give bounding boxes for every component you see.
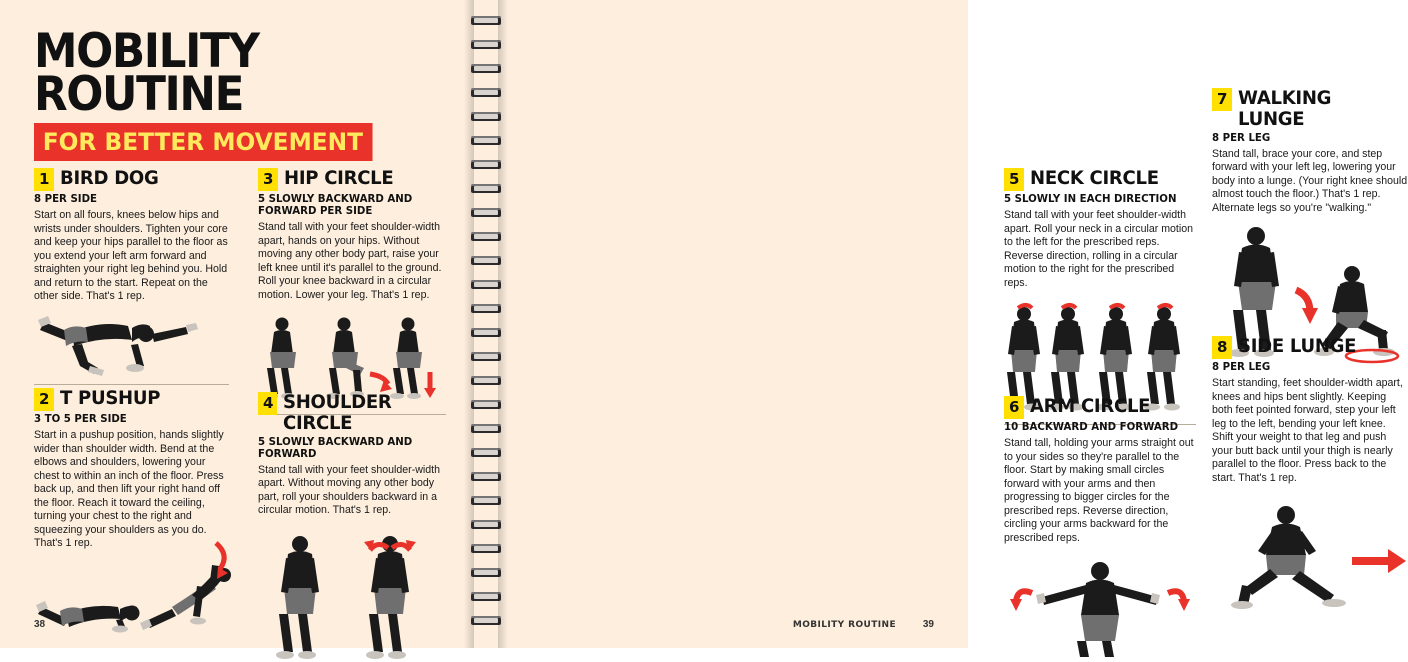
exercise-block-2 [34, 388, 229, 633]
exercise-name: NECK CIRCLE [1030, 167, 1160, 189]
page-title: MOBILITY ROUTINE FOR BETTER MOVEMENT [34, 30, 450, 161]
page-number-right: 39 [922, 619, 934, 630]
exercise-number: 7 [1212, 88, 1232, 111]
exercise-number: 6 [1004, 396, 1024, 419]
exercise-reps: 5 SLOWLY BACKWARD AND FORWARD PER SIDE [258, 193, 413, 217]
exercise-description: Stand tall with your feet shoulder-width apart. Without moving any other body part, roll your shoulders backward in a circular motion. That's 1 rep. [258, 463, 440, 517]
exercise-description: Stand tall with your feet shoulder-width apart, hands on your hips. Without moving any other body part, raise your left knee until it's parallel to the ground. Roll your knee backward in a circular motion. Lower your leg. That's 1 rep. [258, 221, 442, 301]
exercise-name: T PUSHUP [60, 387, 161, 409]
exercise-description: Stand tall, holding your arms straight out to your sides so they're parallel to the floor. Start by making small circles forward with your arms and then progressing to bigger circles for the prescribed reps. Reverse direction, circling your arms backward for the prescribed reps. [1004, 437, 1194, 544]
exercise-reps: 5 SLOWLY BACKWARD AND FORWARD [258, 435, 413, 460]
exercise-block-3 [258, 168, 446, 427]
exercise-block-4 [258, 392, 446, 662]
exercise-illustration-t-pushup [34, 563, 229, 633]
exercise-number: 3 [258, 168, 278, 191]
exercise-description: Stand tall with your feet shoulder-width apart. Roll your neck in a circular motion to the left for the prescribed reps. Reverse direction, rolling in a circular motion to the right for the prescribed reps. [1004, 209, 1194, 289]
exercise-illustration-shoulder-circle [258, 532, 446, 662]
exercise-reps: 10 BACKWARD AND FORWARD [1004, 421, 1179, 433]
exercise-block-1 [34, 168, 229, 397]
exercise-number: 4 [258, 392, 277, 415]
exercise-reps: 8 PER SIDE [34, 193, 97, 205]
exercise-illustration-side-lunge [1212, 501, 1408, 611]
exercise-block-8 [1212, 336, 1408, 611]
exercise-name: ARM CIRCLE [1030, 395, 1151, 417]
spiral-binding [464, 0, 508, 648]
exercise-number: 5 [1004, 168, 1024, 191]
exercise-number: 1 [34, 168, 54, 191]
exercise-name: SHOULDER CIRCLE [283, 391, 392, 434]
exercise-block-7 [1212, 88, 1408, 364]
exercise-reps: 8 PER LEG [1212, 131, 1271, 144]
exercise-reps: 8 PER LEG [1212, 361, 1271, 373]
exercise-description: Start on all fours, knees below hips and wrists under shoulders. Tighten your core and keep your hips parallel to the floor as you extend your left arm forward and straighten your right leg behind you. Hold and return to the start. Repeat on the other side. That's 1 rep. [34, 209, 228, 303]
exercise-description: Start in a pushup position, hands slightly wider than shoulder width. Bend at the elbows and shoulders, lowering your chest to within an inch of the floor. Press back up, and then lift your right hand off the floor. Reach it toward the ceiling, turning your chest to the right and squeezing your shoulders as you do. That's 1 rep. [34, 429, 224, 550]
footer-label: MOBILITY ROUTINE [792, 620, 896, 630]
left-page [0, 0, 480, 648]
exercise-reps: 3 TO 5 PER SIDE [34, 413, 127, 425]
exercise-name: BIRD DOG [60, 167, 159, 189]
exercise-illustration-arm-circle [1004, 559, 1196, 659]
right-page [480, 0, 1408, 648]
exercise-block-6 [1004, 396, 1196, 659]
exercise-name: WALKING LUNGE [1238, 87, 1332, 130]
exercise-reps: 5 SLOWLY IN EACH DIRECTION [1004, 193, 1177, 205]
exercise-number: 2 [34, 388, 54, 411]
exercise-name: HIP CIRCLE [284, 167, 394, 189]
divider [34, 384, 229, 385]
page-number-left: 38 [34, 619, 46, 630]
exercise-description: Start standing, feet shoulder-width apart, knees and hips bent slightly. Keeping both feet pointed forward, step your left leg to the left, bending your left knee. Shift your weight to that leg and push your butt back until your thigh is nearly parallel to the floor. Press back to the start. That's 1 rep. [1212, 377, 1403, 484]
exercise-illustration-bird-dog [34, 304, 229, 374]
exercise-name: SIDE LUNGE [1238, 335, 1357, 357]
page-subtitle: FOR BETTER MOVEMENT [34, 123, 373, 161]
exercise-description: Stand tall, brace your core, and step forward with your left leg, lowering your body into a lunge. (Your right knee should almost touch the floor.) That's 1 rep. Alternate legs so you're "walking." [1212, 147, 1408, 214]
exercise-number: 8 [1212, 336, 1232, 359]
